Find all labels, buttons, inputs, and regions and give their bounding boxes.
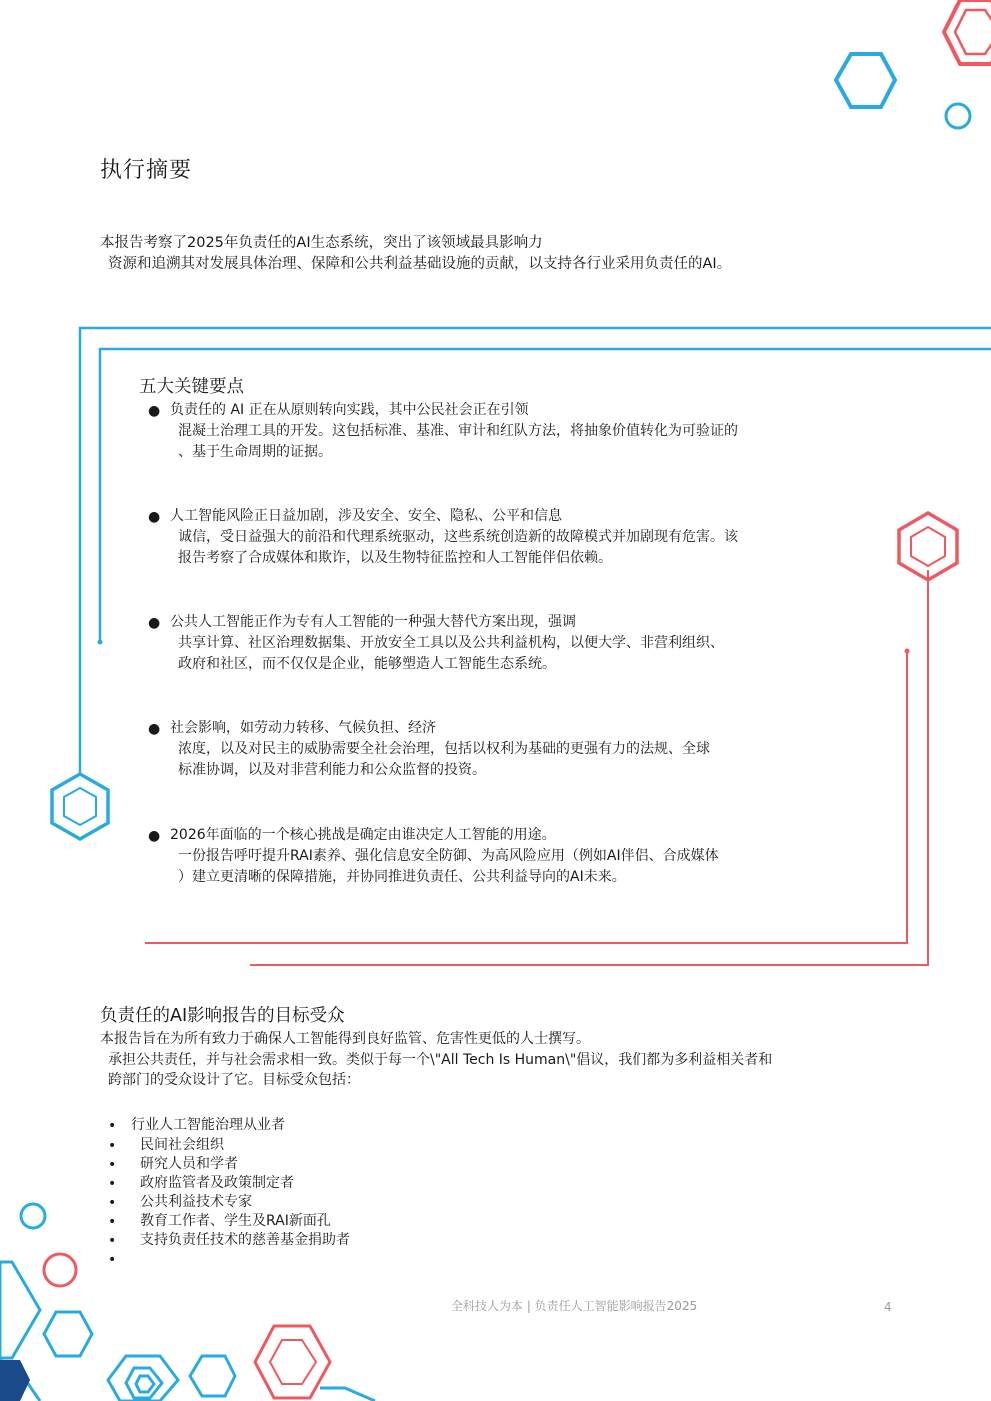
bullet: • [108,1176,117,1192]
audience-item: 民间社会组织 [140,1137,224,1153]
bullet: • [108,1233,117,1249]
hexagon-icon [944,0,991,64]
footer-text: 全科技人为本 | 负责任人工智能影响报告2025 [451,1299,698,1313]
audience-line-1: 本报告旨在为所有致力于确保人工智能得到良好监管、危害性更低的人士撰写。 [100,1031,590,1047]
audience-item: 支持负责任技术的慈善基金捐助者 [140,1232,350,1248]
bullet: ● [148,509,161,525]
bullet: ● [148,615,161,631]
hexagon-icon [836,54,970,128]
bullet: • [108,1157,117,1173]
page-title: 执行摘要 [100,158,193,183]
audience-line-2: 承担公共责任，并与社会需求相一致。类似于每一个\"All Tech Is Human\"倡议，我们都为多利益相关者和 [108,1052,773,1068]
bullet: • [108,1195,117,1211]
bullet: ● [148,403,161,419]
hexagon-icon [899,513,957,580]
bullet: • [108,1138,117,1154]
audience-item: 公共利益技术专家 [140,1194,252,1210]
page-number: 4 [884,1300,892,1314]
bullet: ● [148,721,161,737]
intro-line-1: 本报告考察了2025年负责任的AI生态系统，突出了该领域最具影响力 [100,235,543,251]
audience-heading: 负责任的AI影响报告的目标受众 [100,1006,345,1026]
audience-line-3: 跨部门的受众设计了它。目标受众包括： [108,1072,360,1088]
intro-line-2: 资源和追溯其对发展具体治理、保障和公共利益基础设施的贡献，以支持各行业采用负责任的AI。 [108,256,732,272]
bullet: • [108,1118,117,1134]
bullet: • [108,1252,117,1268]
bullet: ● [148,828,161,844]
audience-item: 教育工作者、学生及RAI新面孔 [140,1213,331,1229]
audience-item: 行业人工智能治理从业者 [131,1117,285,1133]
audience-item: 政府监管者及政策制定者 [140,1175,294,1191]
key-points-heading: 五大关键要点 [139,377,244,397]
bullet: • [108,1214,117,1230]
audience-item: 研究人员和学者 [140,1156,238,1172]
hexagon-icon [52,774,108,839]
